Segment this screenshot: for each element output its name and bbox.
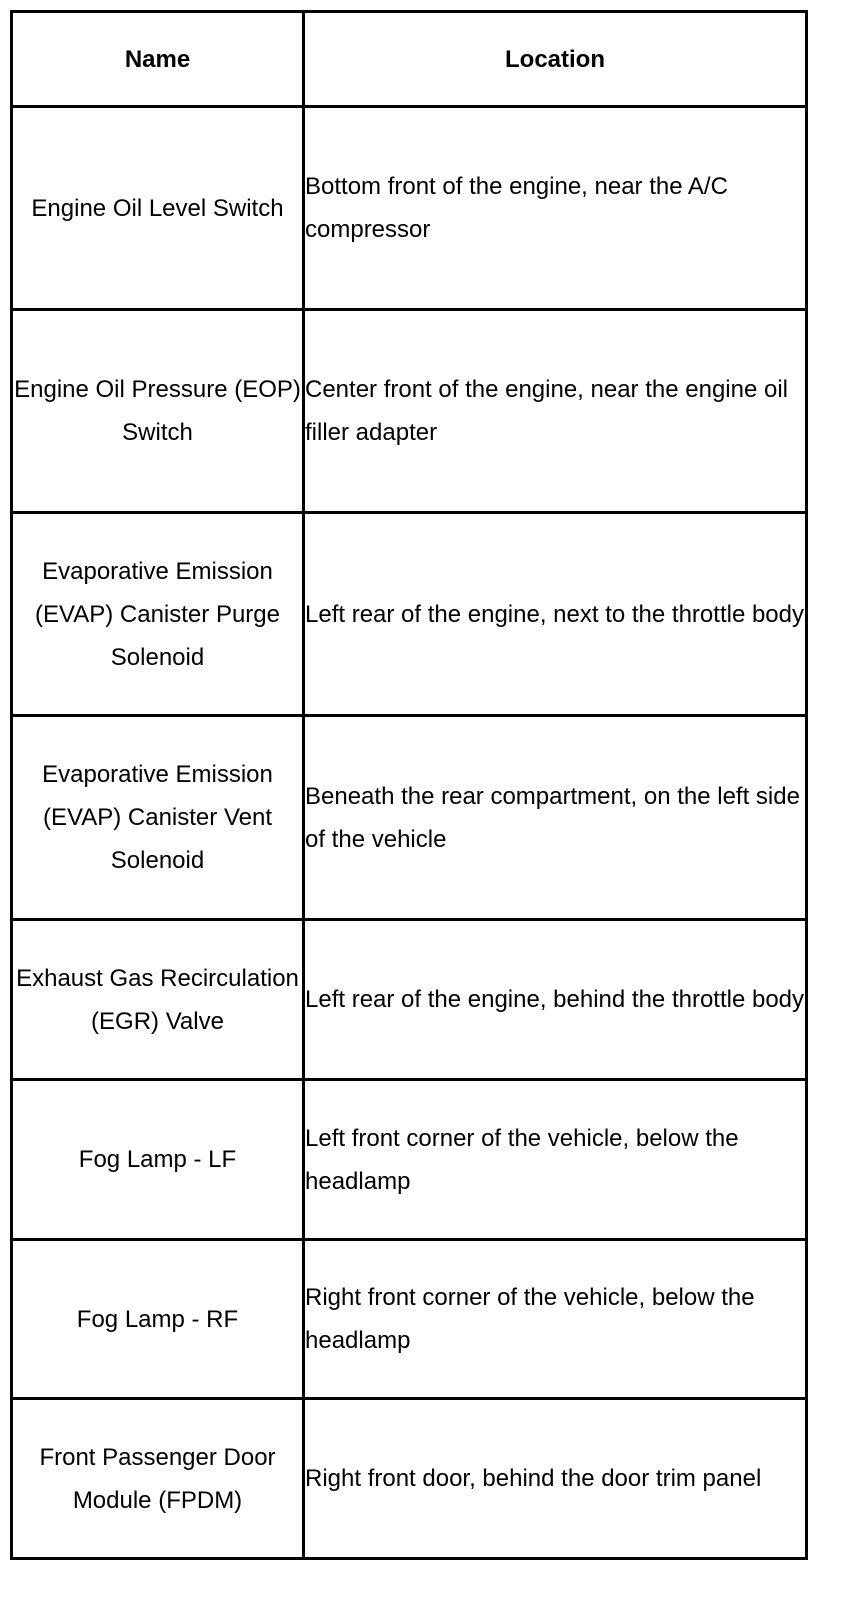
name-column-header: Name [12,12,304,107]
table-row [12,920,807,1080]
component-location-cell [304,1240,807,1399]
component-location-cell [304,716,807,920]
location-column-header: Location [304,12,807,107]
component-name: Fog Lamp - RF [76,1305,239,1333]
component-name: Evaporative Emission (EVAP) Canister Vent Solenoid [42,761,273,874]
component-name-cell [12,1240,304,1399]
component-location: Bottom front of the engine, near the A/C compressor [305,173,728,243]
component-name-cell [12,513,304,716]
component-location-cell [304,920,807,1080]
table-row [12,107,807,310]
component-name: Engine Oil Pressure (EOP) Switch [14,376,301,446]
component-name-cell [12,1399,304,1559]
component-name: Fog Lamp - LF [78,1146,237,1173]
component-name: Evaporative Emission (EVAP) Canister Purge Solenoid [35,557,280,671]
component-location: Center front of the engine, near the engine oil filler adapter [305,376,788,446]
component-location-cell [304,1399,807,1559]
component-name-cell [12,716,304,920]
component-location-cell [304,310,807,513]
table-row [12,1240,807,1399]
component-location: Left front corner of the vehicle, below the headlamp [305,1124,739,1195]
component-location: Left rear of the engine, behind the throttle body [305,986,805,1013]
component-location-cell [304,1080,807,1240]
component-name-cell [12,1080,304,1240]
component-name-cell [12,310,304,513]
component-location: Right front corner of the vehicle, below the headlamp [305,1284,755,1354]
table-row [12,1399,807,1559]
component-name-cell [12,920,304,1080]
table-row [12,1080,807,1240]
component-location: Left rear of the engine, next to the throttle body [305,600,804,628]
component-location-cell [304,107,807,310]
table-row [12,716,807,920]
component-name-cell [12,107,304,310]
component-location: Beneath the rear compartment, on the left side of the vehicle [305,782,800,853]
component-location-table [10,10,808,1560]
component-name: Engine Oil Level Switch [31,194,284,222]
table-header-row [12,12,807,107]
table-row [12,513,807,716]
component-name: Exhaust Gas Recirculation (EGR) Valve [16,964,299,1035]
table-row [12,310,807,513]
component-name: Front Passenger Door Module (FPDM) [39,1443,276,1514]
component-location: Right front door, behind the door trim panel [305,1465,762,1492]
component-location-cell [304,513,807,716]
